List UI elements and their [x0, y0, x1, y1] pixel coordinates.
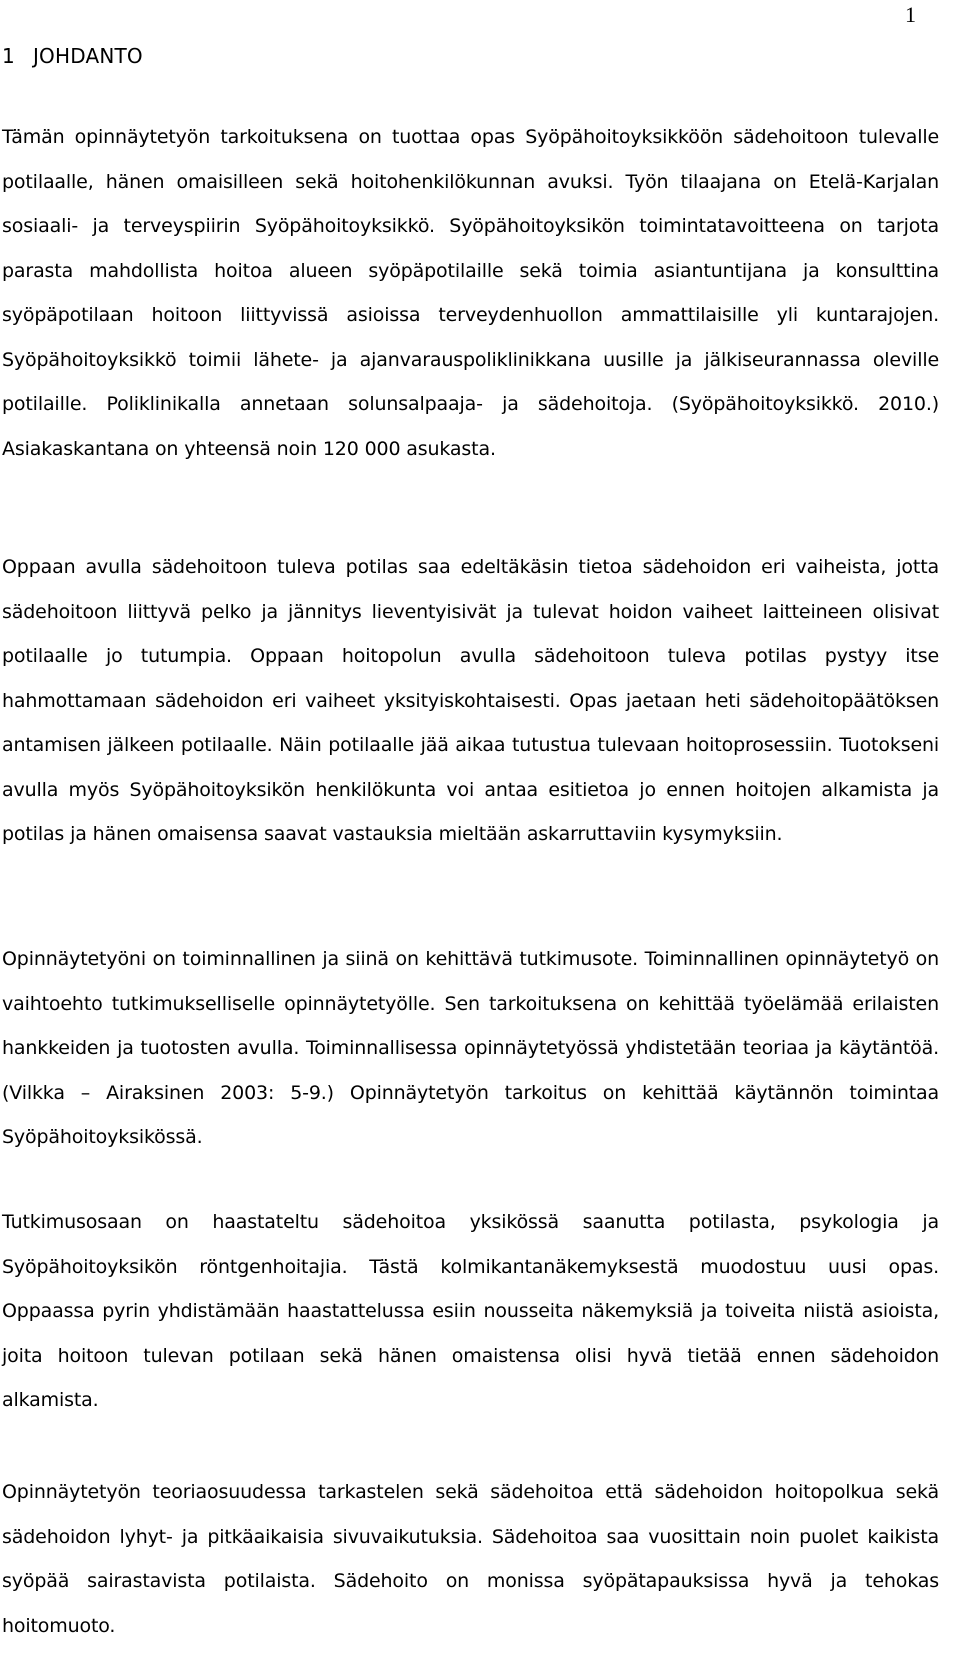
chapter-number: 1 [2, 44, 15, 68]
chapter-title: JOHDANTO [32, 44, 143, 68]
paragraph: Tämän opinnäytetyön tarkoituksena on tuottaa opas Syöpähoitoyksikköön sädehoitoon tulevalle potilaalle, hänen omaisilleen sekä hoitohenkilökunnan avuksi. Työn tilaajana on Etelä-Karjalan sosiaali- ja terveyspiirin Syöpähoitoyksikkö. Syöpähoitoyksikön toimintatavoitteena on tarjota parasta mahdollista hoitoa alueen syöpäpotilaille sekä toimia asiantuntijana ja konsulttina syöpäpotilaan hoitoon liittyvissä asioissa terveydenhuollon ammattilaisille yli kuntarajojen. Syöpähoitoyksikkö toimii lähete- ja ajanvarauspoliklinikkana uusille ja jälkiseurannassa oleville potilaille. Poliklinikalla annetaan solunsalpaaja- ja sädehoitoja. (Syöpähoitoyksikkö. 2010.) Asiakaskantana on yhteensä noin 120 000 asukasta. [2, 126, 939, 460]
chapter-heading [2, 44, 143, 68]
paragraph: Tutkimusosaan on haastateltu sädehoitoa yksikössä saanutta potilasta, psykologia ja Syöpähoitoyksikön röntgenhoitajia. Tästä kolmikantanäkemyksestä muodostuu uusi opas. Oppaassa pyrin yhdistämään haastattelussa esiin nousseita näkemyksiä ja toiveita niistä asioista, joita hoitoon tulevan potilaan sekä hänen omaistensa olisi hyvä tietää ennen sädehoidon alkamista. [2, 1211, 939, 1411]
paragraph: Opinnäytetyöni on toiminnallinen ja siinä on kehittävä tutkimusote. Toiminnallinen opinnäytetyö on vaihtoehto tutkimukselliselle opinnäytetyölle. Sen tarkoituksena on kehittää työelämää erilaisten hankkeiden ja tuotosten avulla. Toiminnallisessa opinnäytetyössä yhdistetään teoriaa ja käytäntöä. (Vilkka – Airaksinen 2003: 5-9.) Opinnäytetyön tarkoitus on kehittää käytännön toimintaa Syöpähoitoyksikössä. [2, 948, 939, 1148]
paragraph: Oppaan avulla sädehoitoon tuleva potilas saa edeltäkäsin tietoa sädehoidon eri vaiheista, jotta sädehoitoon liittyvä pelko ja jännitys lieventyisivät ja tulevat hoidon vaiheet laitteineen olisivat potilaalle jo tutumpia. Oppaan hoitopolun avulla sädehoitoon tuleva potilas pystyy itse hahmottamaan sädehoidon eri vaiheet yksityiskohtaisesti. Opas jaetaan heti sädehoitopäätöksen antamisen jälkeen potilaalle. Näin potilaalle jää aikaa tutustua tulevaan hoitoprosessiin. Tuotokseni avulla myös Syöpähoitoyksikön henkilökunta voi antaa esitietoa jo ennen hoitojen alkamista ja potilas ja hänen omaisensa saavat vastauksia mieltään askarruttaviin kysymyksiin. [2, 556, 939, 845]
paragraph: Opinnäytetyön teoriaosuudessa tarkastelen sekä sädehoitoa että sädehoidon hoitopolkua sekä sädehoidon lyhyt- ja pitkäaikaisia sivuvaikutuksia. Sädehoitoa saa vuosittain noin puolet kaikista syöpää sairastavista potilaista. Sädehoito on monissa syöpätapauksissa hyvä ja tehokas hoitomuoto. [2, 1481, 939, 1637]
page-number: 1 [905, 2, 916, 27]
